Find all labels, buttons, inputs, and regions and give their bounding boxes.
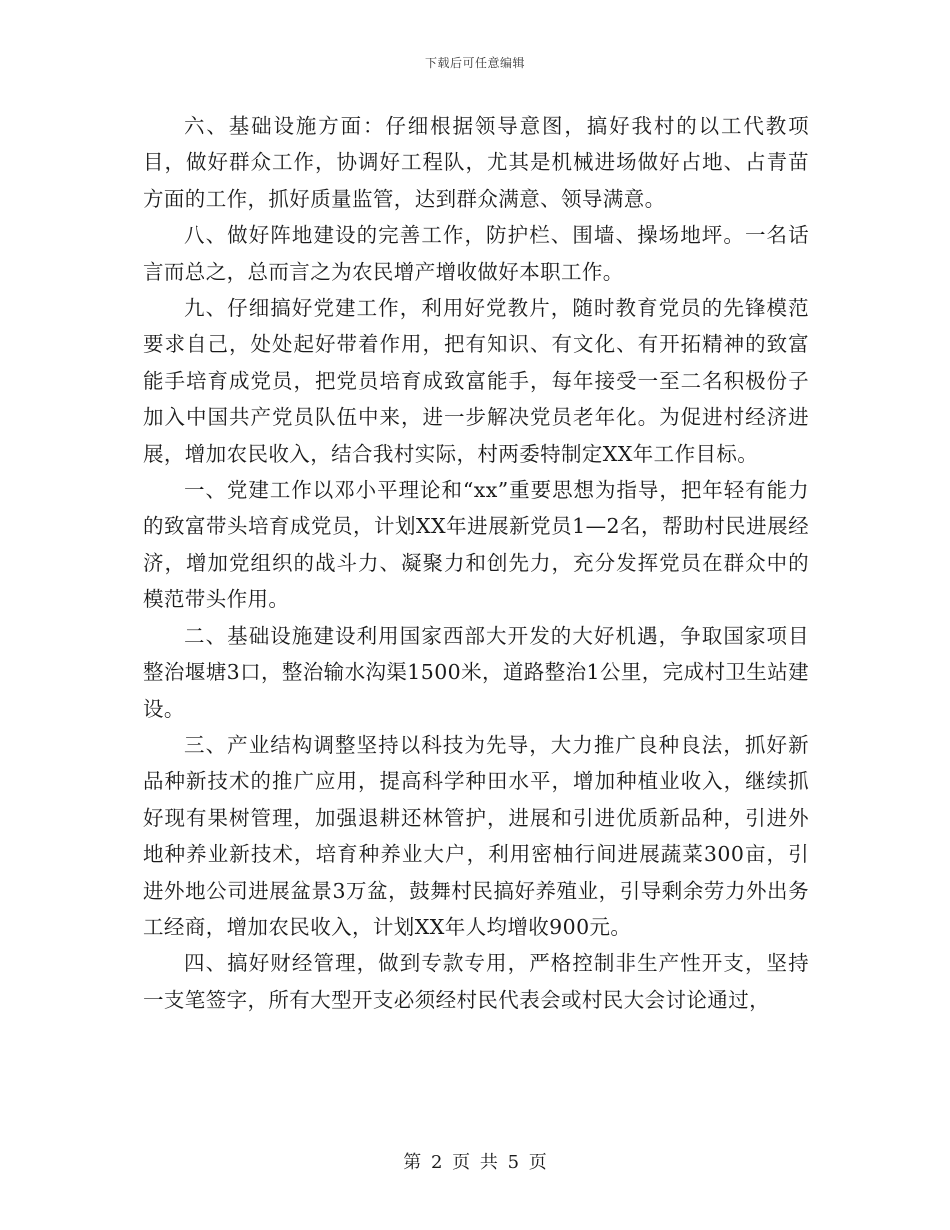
paragraph-position-building: 八、做好阵地建设的完善工作，防护栏、围墙、操场地坪。一名话言而总之，总而言之为农民增产增收做好本职工作。 (143, 223, 809, 284)
page-number: 第 2 页 共 5 页 (403, 1152, 547, 1173)
paragraph-goal-industry: 三、产业结构调整坚持以科技为先导，大力推广良种良法，抓好新品种新技术的推广应用，提高科学种田水平，增加种植业收入，继续抓好现有果树管理，加强退耕还林管护，进展和引进优质新品种，引进外地种养业新技术，培育种养业大户，利用密柚行间进展蔬菜300亩，引进外地公司进展盆景3万盆，鼓舞村民搞好养殖业，引导剩余劳力外出务工经商，增加农民收入，计划XX年人均增收900元。 (143, 732, 809, 939)
paragraph-infrastructure: 六、基础设施方面：仔细根据领导意图，搞好我村的以工代教项目，做好群众工作，协调好工程队，尤其是机械进场做好占地、占青苗方面的工作，抓好质量监管，达到群众满意、领导满意。 (143, 114, 809, 211)
page-header: 下载后可任意编辑 (424, 56, 525, 70)
paragraph-goal-infrastructure: 二、基础设施建设利用国家西部大开发的大好机遇，争取国家项目整治堰塘3口，整治输水沟渠1500米，道路整治1公里，完成村卫生站建设。 (143, 623, 809, 721)
paragraph-goal-finance: 四、搞好财经管理，做到专款专用，严格控制非生产性开支，坚持一支笔签字，所有大型开支必须经村民代表会或村民大会讨论通过， (143, 951, 809, 1012)
paragraph-party-building: 九、仔细搞好党建工作，利用好党教片，随时教育党员的先锋模范要求自己，处处起好带着作用，把有知识、有文化、有开拓精神的致富能手培育成党员，把党员培育成致富能手，每年接受一至二名积极份子加入中国共产党员队伍中来，进一步解决党员老年化。为促进村经济进展，增加农民收入，结合我村实际，村两委特制定XX年工作目标。 (143, 296, 809, 466)
paragraph-goal-party-work: 一、党建工作以邓小平理论和“xx”重要思想为指导，把年轻有能力的致富带头培育成党员，计划XX年进展新党员1—2名，帮助村民进展经济，增加党组织的战斗力、凝聚力和创先力，充分发挥党员在群众中的模范带头作用。 (143, 478, 809, 612)
document-body (143, 108, 809, 1018)
